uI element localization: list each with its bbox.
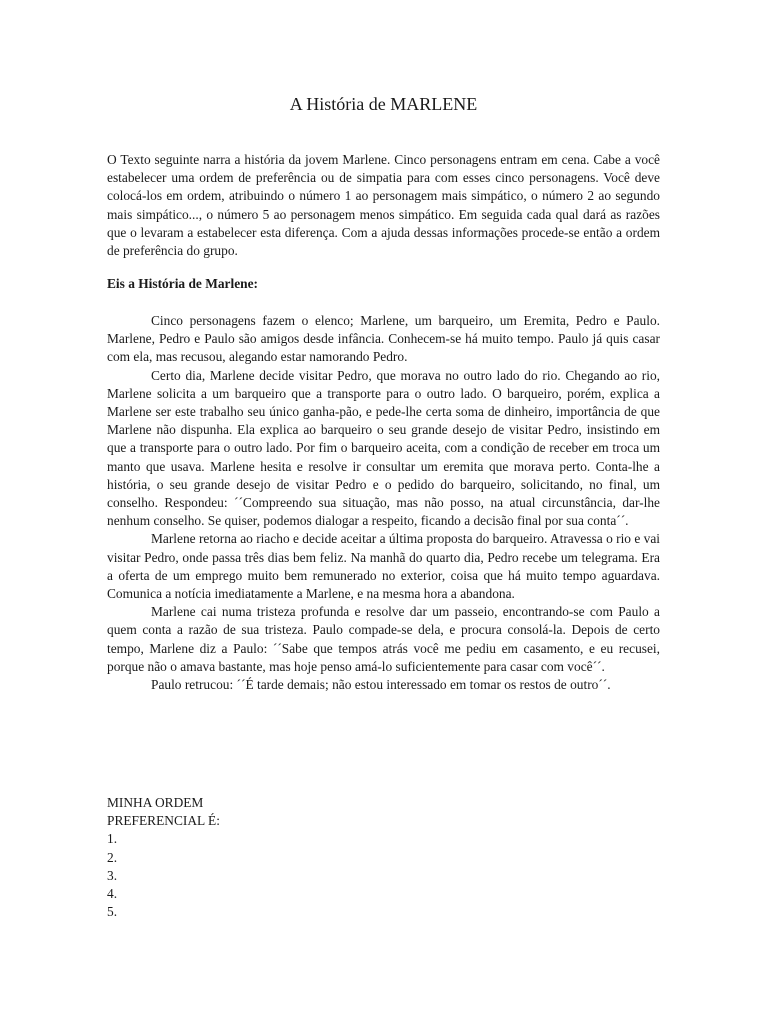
document-title: A História de MARLENE: [289, 94, 478, 114]
story-paragraph: Marlene retorna ao riacho e decide aceitar a última proposta do barqueiro. Atravessa o rio e vai visitar Pedro, onde passa três dias bem feliz. Na manhã do quarto dia, Pedro recebe um telegrama. Era a oferta de um emprego muito bem remunerado no exterior, coisa que há muito tempo aguardava. Comunica a notícia imediatamente a Marlene, e na mesma hora a abandona.: [107, 531, 660, 602]
story-paragraph: Cinco personagens fazem o elenco; Marlene, um barqueiro, um Eremita, Pedro e Paulo. Marlene, Pedro e Paulo são amigos desde infância. Conhecem-se há muito tempo. Paulo já quis casar com ela, mas recusou, alegando estar namorando Pedro.: [107, 313, 660, 365]
story-paragraph: Certo dia, Marlene decide visitar Pedro, que morava no outro lado do rio. Chegando ao rio, Marlene solicita a um barqueiro que a transporte para o outro lado. O barqueiro, porém, explica a Marlene ser este trabalho seu único ganha-pão, e pede-lhe certa soma de dinheiro, importância de que Marlene não dispunha. Ela explica ao barqueiro o seu grande desejo de visitar Pedro, insistindo em que a transporte para o outro lado. Por fim o barqueiro aceita, com a condição de receber em troca um manto que usava. Marlene hesita e resolve ir consultar um eremita que morava perto. Conta-lhe a história, o seu grande desejo de visitar Pedro e o pedido do barqueiro, solicitando, no final, um conselho. Respondeu: ´´Compreendo sua situação, mas não posso, na atual circunstância, dar-lhe nenhum conselho. Se quiser, podemos dialogar a respeito, ficando a decisão final por sua conta´´.: [107, 367, 660, 529]
story-body: [107, 312, 660, 694]
story-subheading: Eis a História de Marlene:: [107, 276, 258, 291]
order-item: 1.: [107, 831, 118, 847]
preference-order-list: [107, 794, 407, 921]
order-item: 2.: [107, 849, 118, 865]
order-item: 3.: [107, 867, 118, 883]
intro-paragraph: O Texto seguinte narra a história da jovem Marlene. Cinco personagens entram em cena. Cabe a você estabelecer uma ordem de preferência ou de simpatia para com esses cinco personagens. Você deve colocá-los em ordem, atribuindo o número 1 ao personagem mais simpático, o número 2 ao segundo mais simpático..., o número 5 ao personagem menos simpático. Em seguida cada qual dará as razões que o levaram a estabelecer esta diferença. Com a ajuda dessas informações procede-se então a ordem de preferência do grupo.: [107, 152, 660, 259]
order-heading-line1: MINHA ORDEM: [107, 795, 204, 810]
order-item: 5.: [107, 904, 118, 920]
order-heading-line2: PREFERENCIAL É:: [107, 813, 220, 829]
story-paragraph: Paulo retrucou: ´´É tarde demais; não estou interessado em tomar os restos de outro´´.: [151, 677, 611, 693]
story-paragraph: Marlene cai numa tristeza profunda e resolve dar um passeio, encontrando-se com Paulo a quem conta a razão de sua tristeza. Paulo compade-se dela, e procura consolá-la. Depois de certo tempo, Marlene diz a Paulo: ´´Sabe que tempos atrás você me pediu em casamento, e eu recusei, porque não o amava bastante, mas hoje penso amá-lo suficientemente para casar com você´´.: [107, 604, 660, 674]
order-item: 4.: [107, 886, 118, 902]
